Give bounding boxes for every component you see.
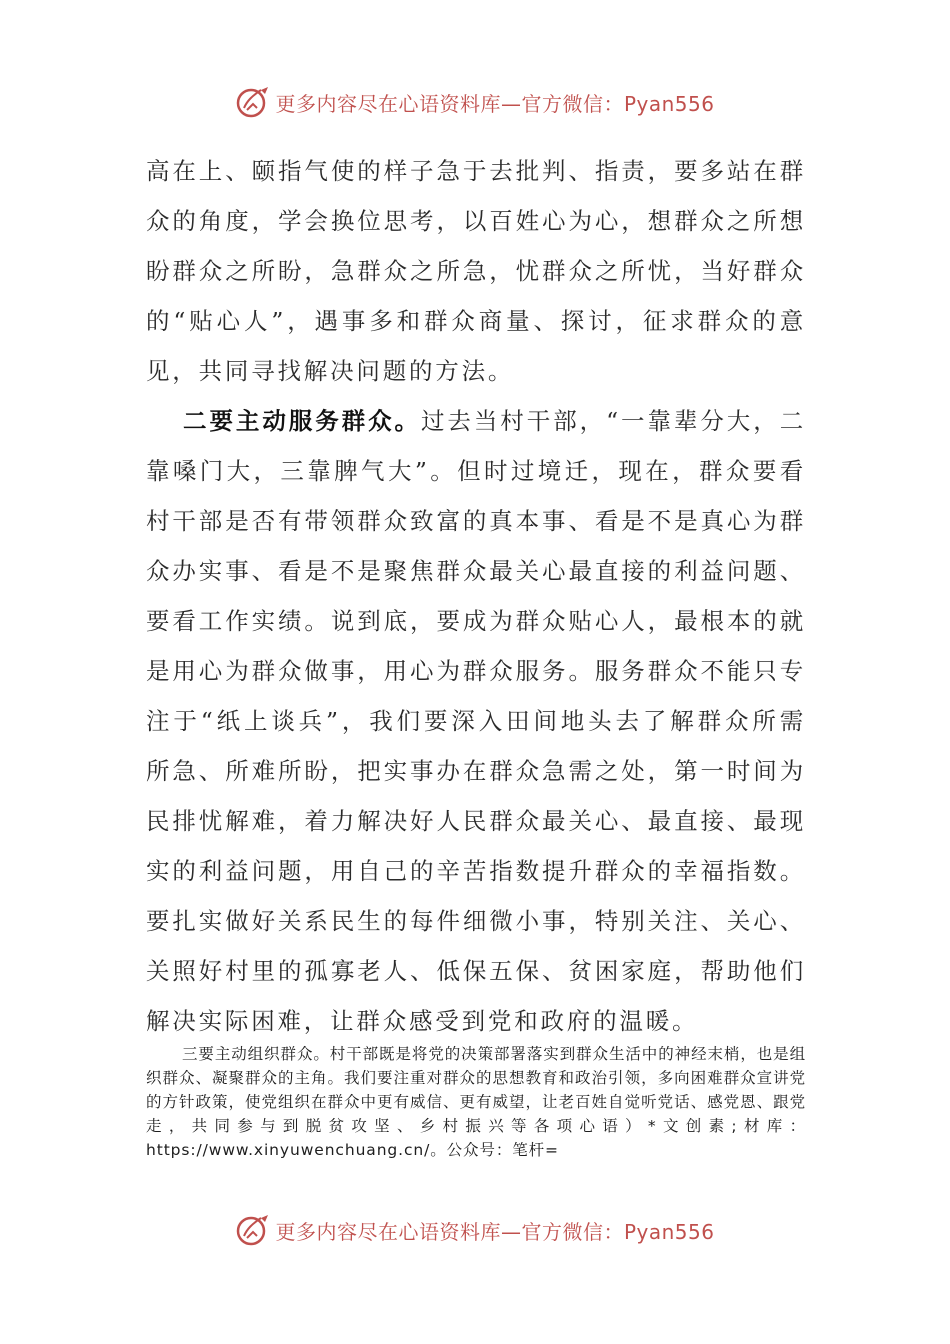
- pen-logo-icon: [235, 1212, 271, 1248]
- paragraph-1: 高在上、颐指气使的样子急于去批判、指责，要多站在群众的角度，学会换位思考，以百姓心为心，想群众之所想盼群众之所盼，急群众之所急，忧群众之所忧，当好群众的“贴心人”，遇事多和群众商量、探讨，征求群众的意见，共同寻找解决问题的方法。: [146, 157, 806, 385]
- paragraph-2-text: 过去当村干部，“一靠辈分大，二靠嗓门大，三靠脾气大”。但时过境迁，现在，群众要看村干部是否有带领群众致富的真本事、看是不是真心为群众办实事、看是不是聚焦群众最关心最直接的利益问题、要看工作实绩。说到底，要成为群众贴心人，最根本的就是用心为群众做事，用心为群众服务。服务群众不能只专注于“纸上谈兵”，我们要深入田间地头去了解群众所需所急、所难所盼，把实事办在群众急需之处，第一时间为民排忧解难，着力解决好人民群众最关心、最直接、最现实的利益问题，用自己的辛苦指数提升群众的幸福指数。要扎实做好关系民生的每件细微小事，特别关注、关心、关照好村里的孤寡老人、低保五保、贫困家庭，帮助他们解决实际困难，让群众感受到党和政府的温暖。: [146, 407, 806, 1035]
- paragraph-3: 三要主动组织群众。村干部既是将党的决策部署落实到群众生活中的神经末梢，也是组织群众、凝聚群众的主角。我们要注重对群众的思想教育和政治引领，多向困难群众宣讲党的方针政策，使党组织在群众中更有威信、更有威望，让老百姓自觉听党话、感党恩、跟党走，共同参与到脱贫攻坚、乡村振兴等各项心语）*文创素;材库：https://www.xinyuwenchuang.cn/。公众号：笔杆=: [146, 1045, 806, 1159]
- paragraph-2: [146, 396, 806, 1046]
- main-text: [146, 146, 806, 1046]
- header-banner-text: 更多内容尽在心语资料库—官方微信：Pyan556: [275, 91, 715, 116]
- pen-logo-icon: [235, 84, 271, 120]
- footer-banner: [0, 1210, 950, 1250]
- footer-banner-text: 更多内容尽在心语资料库—官方微信：Pyan556: [275, 1219, 715, 1244]
- header-banner: [0, 82, 950, 122]
- paragraph-2-heading: 二要主动服务群众。: [183, 407, 421, 435]
- small-text-block: [146, 1042, 806, 1162]
